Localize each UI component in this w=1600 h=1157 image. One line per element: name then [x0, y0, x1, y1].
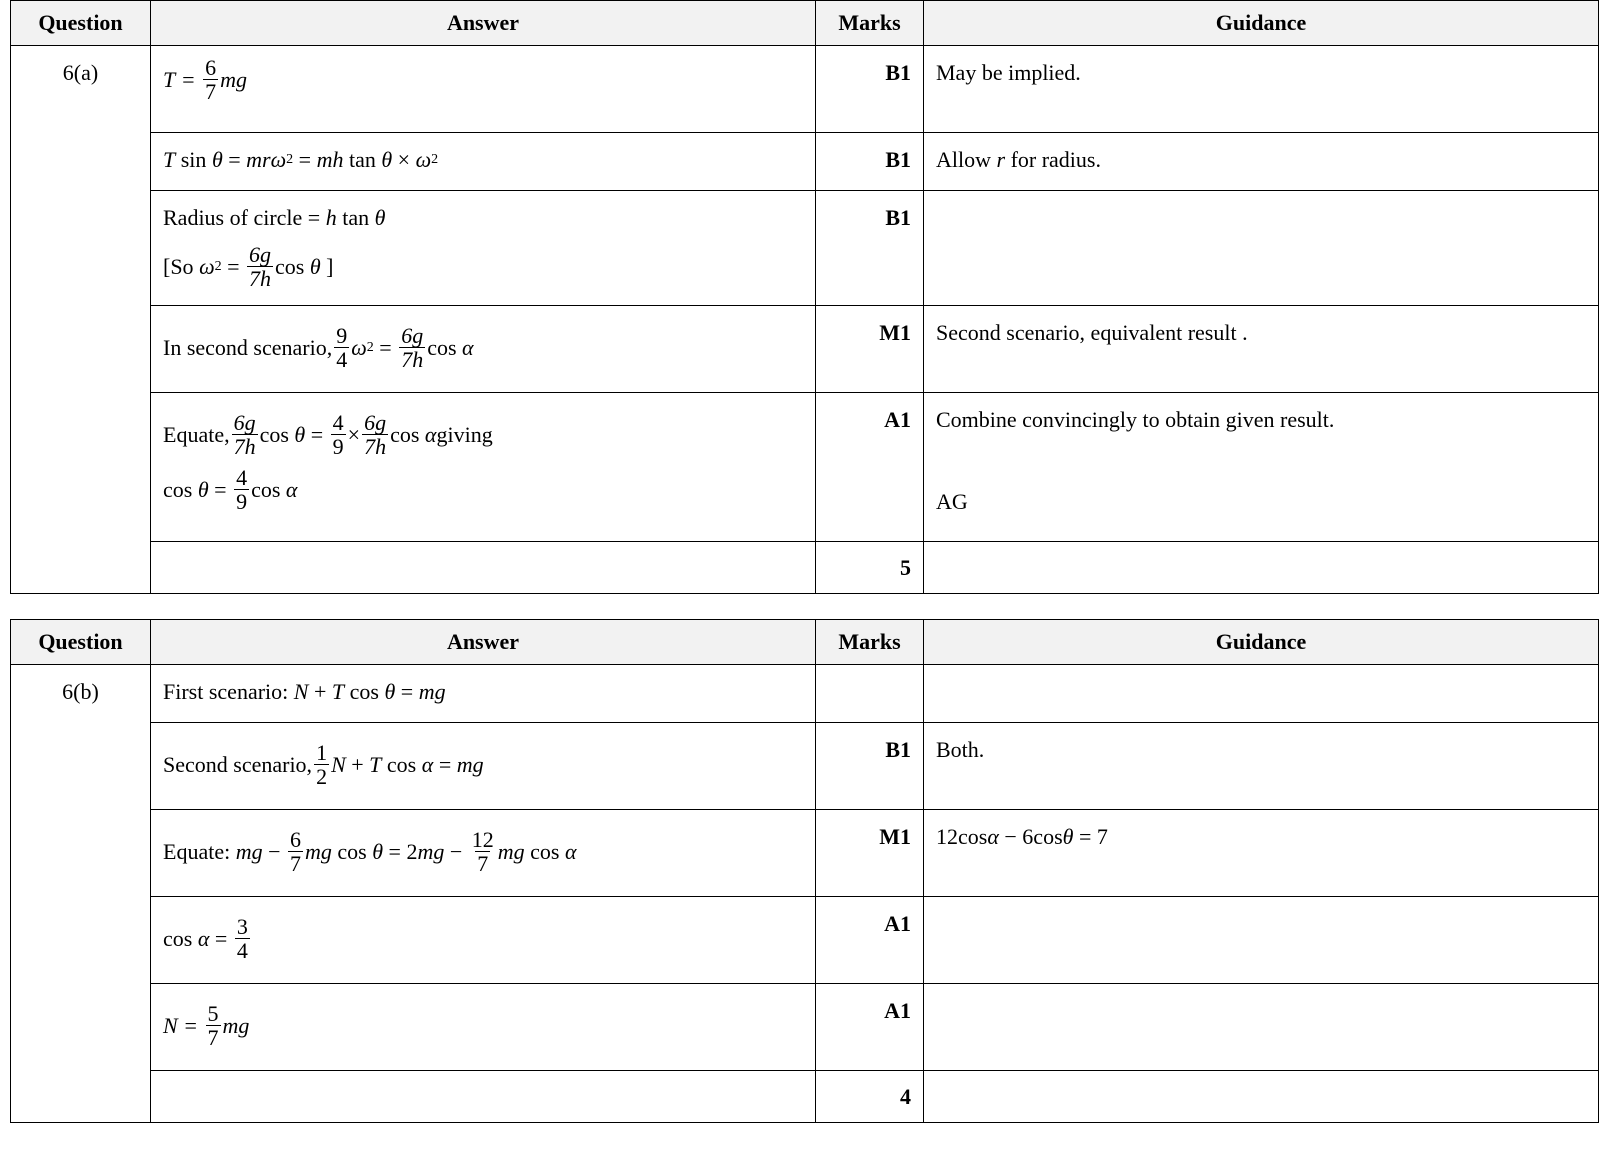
mark-scheme-table-b — [10, 619, 1599, 1123]
guidance-cell: 12cosα − 6cosθ = 7 — [924, 810, 1599, 897]
answer-cell: N = $\frac{5}{7}$ mg — [151, 984, 816, 1071]
total-marks: 4 — [816, 1071, 924, 1123]
header-marks: Marks — [816, 620, 924, 665]
guidance-cell — [924, 665, 1599, 723]
mark-cell: B1 — [816, 133, 924, 191]
total-row — [11, 1071, 1599, 1123]
guidance-cell — [924, 897, 1599, 984]
guidance-cell: Second scenario, equivalent result . — [924, 306, 1599, 393]
answer-cell — [151, 1071, 816, 1123]
answer-cell — [151, 542, 816, 594]
header-row — [11, 1, 1599, 46]
table-row — [11, 984, 1599, 1071]
answer-cell: Equate, $\frac{6g}{7h}$ cos θ = $\frac{4}{9}$ × $\frac{6g}{7h}$ cos α giving cos θ = $\frac{4}{9}$ cos α — [151, 393, 816, 542]
answer-cell: Second scenario, $\frac{1}{2}$ N + T cos α = mg — [151, 723, 816, 810]
table-row — [11, 665, 1599, 723]
answer-cell: Radius of circle = h tan θ [So ω 2 = $\frac{6g}{7h}$ cos θ ] — [151, 191, 816, 306]
question-number: 6(a) — [11, 46, 151, 594]
mark-cell: M1 — [816, 306, 924, 393]
mark-cell: A1 — [816, 393, 924, 542]
header-question: Question — [11, 620, 151, 665]
header-question: Question — [11, 1, 151, 46]
answer-cell: First scenario: N + T cos θ = mg — [151, 665, 816, 723]
header-answer: Answer — [151, 1, 816, 46]
guidance-cell: Allow r for radius. — [924, 133, 1599, 191]
header-row — [11, 620, 1599, 665]
guidance-cell — [924, 984, 1599, 1071]
answer-cell: T sin θ = mrω 2 = mh tan θ × ω 2 — [151, 133, 816, 191]
answer-cell: T = $\frac{6}{7}$ mg — [151, 46, 816, 133]
mark-cell: B1 — [816, 191, 924, 306]
table-row — [11, 723, 1599, 810]
mark-cell: A1 — [816, 984, 924, 1071]
answer-cell: cos α = $\frac{3}{4}$ — [151, 897, 816, 984]
mark-scheme-table-a — [10, 0, 1599, 594]
header-guidance: Guidance — [924, 1, 1599, 46]
table-row — [11, 306, 1599, 393]
guidance-cell — [924, 542, 1599, 594]
total-row — [11, 542, 1599, 594]
mark-cell — [816, 665, 924, 723]
guidance-cell: May be implied. — [924, 46, 1599, 133]
table-row — [11, 191, 1599, 306]
answer-cell: In second scenario, $\frac{9}{4}$ ω 2 = $\frac{6g}{7h}$ cos α — [151, 306, 816, 393]
guidance-cell — [924, 1071, 1599, 1123]
mark-cell: A1 — [816, 897, 924, 984]
table-row — [11, 133, 1599, 191]
answer-cell: Equate: mg − $\frac{6}{7}$ mg cos θ = 2 mg − $\frac{12}{7}$ mg cos α — [151, 810, 816, 897]
guidance-cell: Combine convincingly to obtain given result. AG — [924, 393, 1599, 542]
table-row — [11, 897, 1599, 984]
mark-cell: M1 — [816, 810, 924, 897]
mark-cell: B1 — [816, 723, 924, 810]
header-marks: Marks — [816, 1, 924, 46]
question-number: 6(b) — [11, 665, 151, 1123]
header-guidance: Guidance — [924, 620, 1599, 665]
total-marks: 5 — [816, 542, 924, 594]
mark-cell: B1 — [816, 46, 924, 133]
table-row — [11, 46, 1599, 133]
table-row — [11, 810, 1599, 897]
guidance-cell — [924, 191, 1599, 306]
guidance-cell: Both. — [924, 723, 1599, 810]
table-row — [11, 393, 1599, 542]
header-answer: Answer — [151, 620, 816, 665]
